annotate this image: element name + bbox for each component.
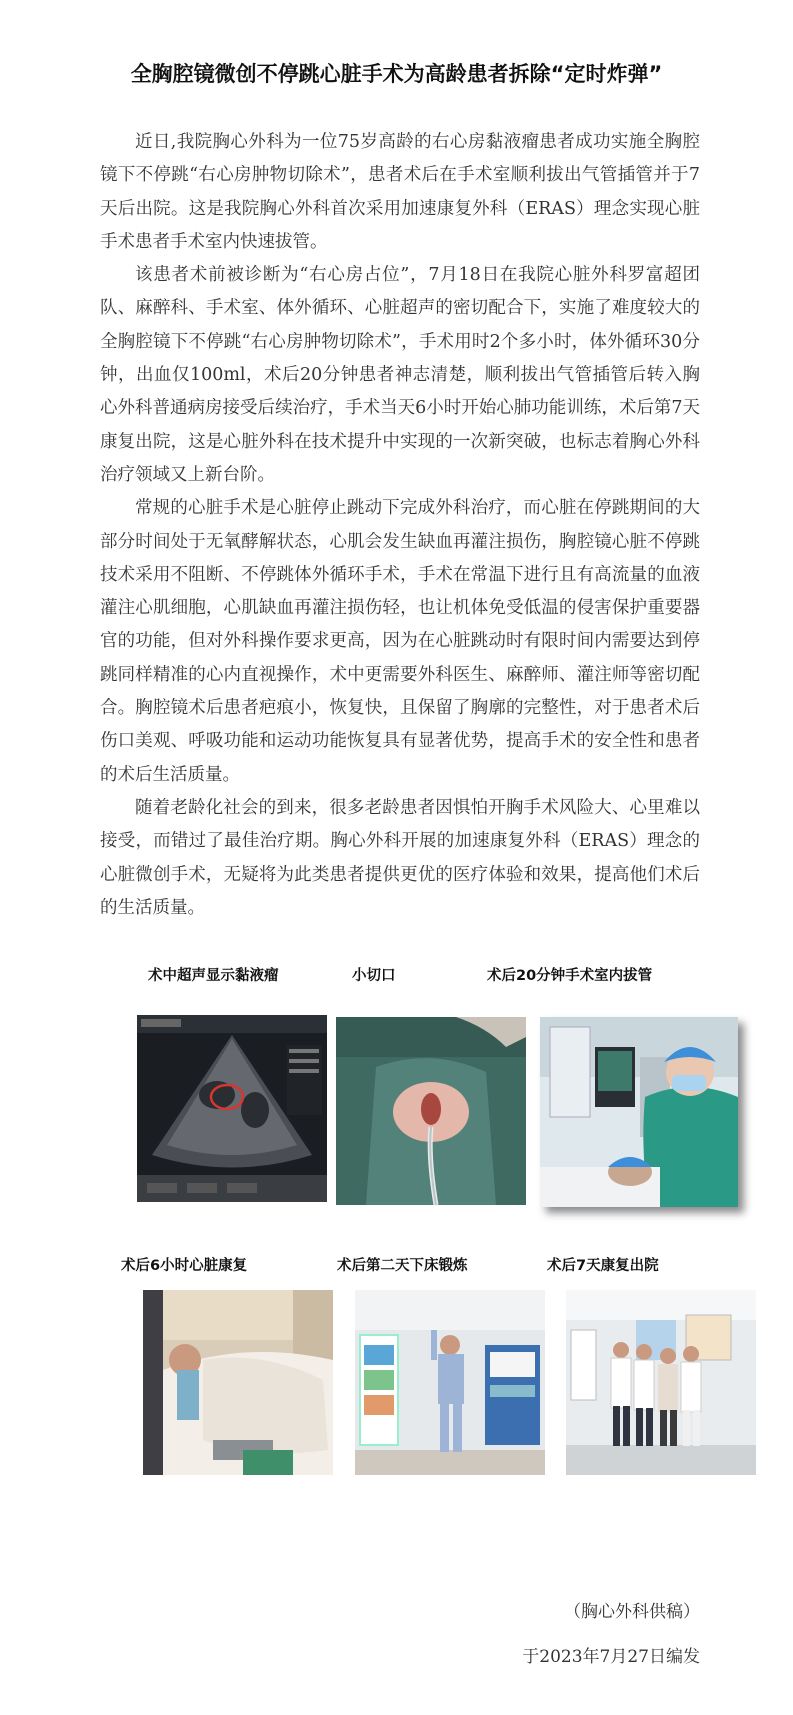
publish-date: 于2023年7月27日编发 [522,1647,700,1667]
photo-day2-exercise [355,1290,545,1475]
photo-day7-discharge [566,1290,756,1475]
paragraph-4: 随着老龄化社会的到来，很多老龄患者因惧怕开胸手术风险大、心里难以接受，而错过了最佳治疗期。胸心外科开展的加速康复外科（ERAS）理念的心脏微创手术，无疑将为此类患者提供更优的医疗体验和效果，提高他们术后的生活质量。 [100,797,700,918]
caption-day7-discharge: 术后7天康复出院 [547,1258,659,1274]
caption-ultrasound: 术中超声显示黏液瘤 [148,968,279,984]
paragraph-3: 常规的心脏手术是心脏停止跳动下完成外科治疗，而心脏在停跳期间的大部分时间处于无氧酵解状态，心肌会发生缺血再灌注损伤，胸腔镜心脏不停跳技术采用不阻断、不停跳体外循环手术，手术在常温下进行且有高流量的血液灌注心肌细胞，心肌缺血再灌注损伤轻，也让机体免受低温的侵害保护重要器官的功能，但对外科操作要求更高，因为在心脏跳动时有限时间内需要达到停跳同样精准的心内直视操作，术中更需要外科医生、麻醉师、灌注师等密切配合。胸腔镜术后患者疤痕小，恢复快，且保留了胸廓的完整性，对于患者术后伤口美观、呼吸功能和运动功能恢复具有显著优势，提高手术的安全性和患者的术后生活质量。 [100,498,700,785]
article-title: 全胸腔镜微创不停跳心脏手术为高龄患者拆除“定时炸弹” [130,62,663,86]
caption-day2-exercise: 术后第二天下床锻炼 [337,1258,468,1274]
photo-ultrasound [137,1015,327,1202]
photo-small-incision [336,1017,526,1205]
source-credit: （胸心外科供稿） [564,1602,700,1622]
paragraph-1: 近日,我院胸心外科为一位75岁高龄的右心房黏液瘤患者成功实施全胸腔镜下不停跳“右心房肿物切除术”，患者术后在手术室顺利拔出气管插管并于7天后出院。这是我院胸心外科首次采用加速康复外科（ERAS）理念实现心脏手术患者手术室内快速拔管。 [100,132,700,252]
photo-6h-rehab [143,1290,333,1475]
article-body [100,126,700,925]
caption-6h-rehab: 术后6小时心脏康复 [121,1258,248,1274]
caption-small-incision: 小切口 [352,968,396,984]
photo-extubation [540,1017,738,1207]
caption-extubation: 术后20分钟手术室内拔管 [487,968,653,984]
paragraph-2: 该患者术前被诊断为“右心房占位”，7月18日在我院心脏外科罗富超团队、麻醉科、手术室、体外循环、心脏超声的密切配合下，实施了难度较大的全胸腔镜下不停跳“右心房肿物切除术”，手术用时2个多小时，体外循环30分钟，出血仅100ml，术后20分钟患者神志清楚，顺利拔出气管插管后转入胸心外科普通病房接受后续治疗，手术当天6小时开始心肺功能训练，术后第7天康复出院，这是心脏外科在技术提升中实现的一次新突破，也标志着胸心外科治疗领域又上新台阶。 [100,265,700,485]
